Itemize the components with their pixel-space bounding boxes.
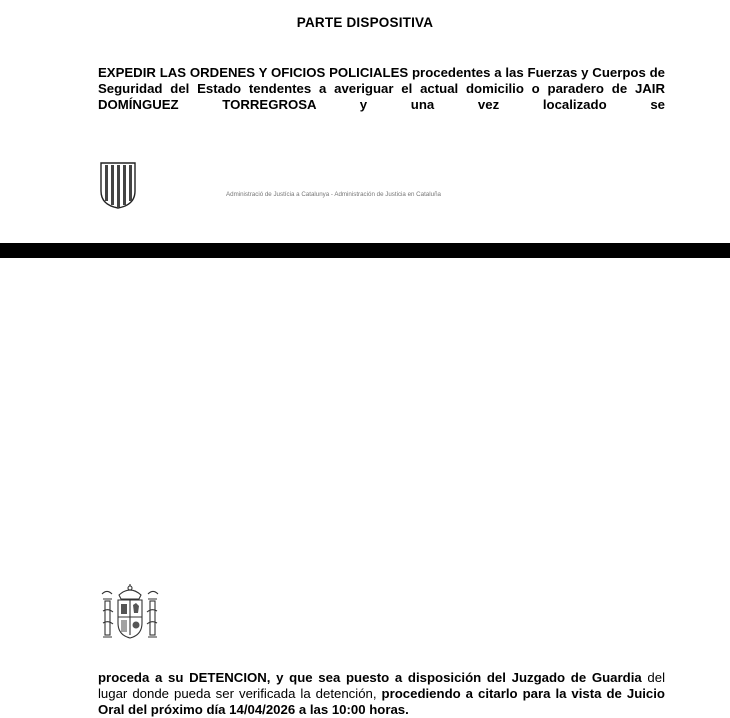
- spain-coat-of-arms-icon: [99, 583, 161, 647]
- footer-administration-text: Administració de Justícia a Catalunya - Administración de Justicia en Cataluña: [226, 191, 441, 198]
- page-separator: [0, 243, 730, 258]
- detention-location-text: del lugar donde pueda ser verificada la detención,: [98, 670, 666, 701]
- paragraph-detention: [98, 670, 665, 718]
- document-page-top: [0, 0, 730, 243]
- document-page-bottom: [0, 258, 730, 717]
- trial-citation-text: procediendo a citarlo para la vista de Juicio Oral del próximo día 14/04/2026 a las 10:00 horas.: [98, 686, 665, 717]
- section-heading: PARTE DISPOSITIVA: [296, 15, 434, 30]
- paragraph-orders: EXPEDIR LAS ORDENES Y OFICIOS POLICIALES procedentes a las Fuerzas y Cuerpos de Seguridad del Estado tendentes a averiguar el actual domicilio o paradero de JAIR DOMÍNGUEZ TORREGROSA y una vez localizado se: [98, 65, 665, 112]
- detention-order-text: proceda a su DETENCION, y que sea puesto a disposición del Juzgado de Guardia: [98, 670, 642, 685]
- catalonia-seal-icon: [98, 161, 138, 209]
